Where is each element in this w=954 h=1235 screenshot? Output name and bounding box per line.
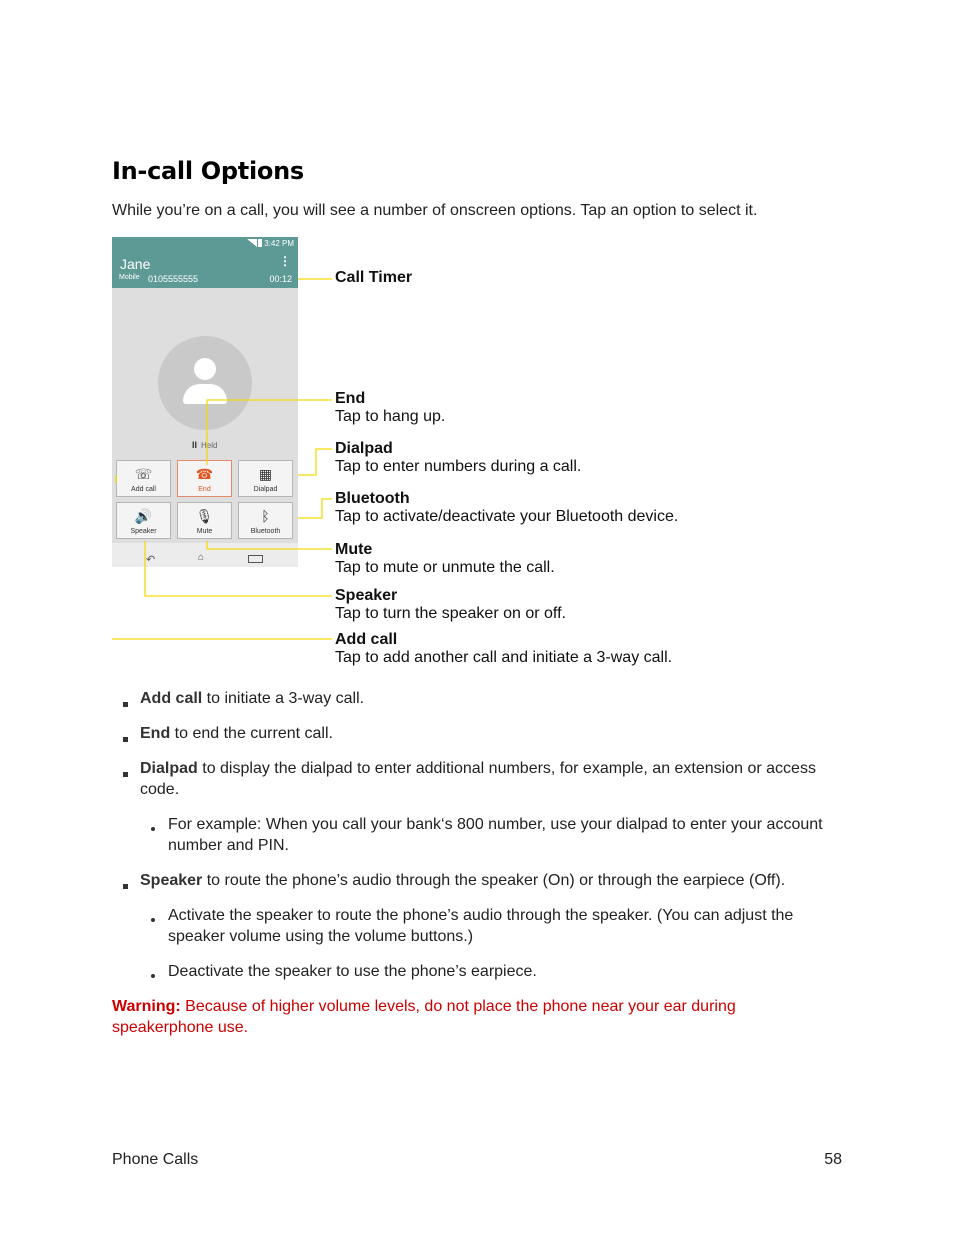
status-time: 3:42 PM	[264, 239, 294, 248]
speaker-label: Speaker	[130, 528, 157, 535]
leader-bluetooth	[298, 499, 332, 518]
sub-item-speaker-activate: Activate the speaker to route the phone’s audio through the speaker. (You can adjust the speaker volume using the volume buttons.)	[168, 907, 794, 945]
term-end: End	[140, 725, 171, 742]
caller-number: 0105555555	[148, 274, 199, 284]
desc-dialpad: to display the dialpad to enter additional numbers, for example, an extension or access code.	[140, 760, 816, 798]
leader-mute	[207, 541, 332, 549]
bluetooth-label: Bluetooth	[250, 528, 281, 535]
bullet-square	[123, 702, 128, 707]
desc-end: to end the current call.	[170, 725, 333, 742]
mute-icon: 🎙	[195, 508, 214, 524]
mute-label: Mute	[196, 528, 213, 535]
callout-mute-title: Mute	[335, 541, 373, 558]
add-call-label: Add call	[131, 486, 156, 493]
list-item-add-call	[140, 688, 840, 709]
term-add-call: Add call	[140, 690, 203, 707]
list-item-end	[140, 723, 840, 744]
hold-label: Held	[201, 441, 218, 450]
call-timer: 00:12	[269, 274, 292, 284]
callout-bluetooth-desc: Tap to activate/deactivate your Bluetooth device.	[335, 508, 679, 525]
bullet-square	[123, 737, 128, 742]
term-dialpad: Dialpad	[140, 760, 198, 777]
warning-note	[112, 996, 792, 1038]
dialpad-label: Dialpad	[253, 486, 278, 493]
bullet-square	[123, 772, 128, 777]
leader-end	[207, 400, 332, 465]
warning-text: Because of higher volume levels, do not place the phone near your ear during speakerphone use.	[112, 998, 736, 1036]
callout-add-call-desc: Tap to add another call and initiate a 3-way call.	[335, 649, 673, 666]
desc-add-call: to initiate a 3-way call.	[202, 690, 365, 707]
callout-end-desc: Tap to hang up.	[335, 408, 446, 425]
sub-item-dialpad-example: For example: When you call your bank‘s 800 number, use your dialpad to enter your account number and PIN.	[168, 816, 823, 854]
caller-name: Jane	[120, 256, 151, 272]
list-item-dialpad	[140, 758, 840, 800]
dialpad-icon: ▦	[258, 466, 273, 482]
leader-dialpad	[298, 449, 332, 475]
back-icon[interactable]: ↶	[146, 554, 156, 566]
footer-section-name: Phone Calls	[112, 1151, 199, 1168]
caller-label: Mobile	[119, 274, 140, 281]
overflow-menu-icon[interactable]: ⋮	[279, 254, 291, 268]
callout-speaker-title: Speaker	[335, 587, 398, 604]
callout-mute-desc: Tap to mute or unmute the call.	[335, 559, 555, 576]
callout-dialpad-desc: Tap to enter numbers during a call.	[335, 458, 582, 475]
term-speaker: Speaker	[140, 872, 203, 889]
bullet-square	[123, 884, 128, 889]
callout-end-title: End	[335, 390, 366, 407]
warning-label: Warning:	[112, 998, 181, 1015]
home-icon[interactable]: ⌂	[198, 552, 205, 563]
sub-item-speaker-deactivate: Deactivate the speaker to use the phone’s earpiece.	[168, 963, 537, 980]
add-call-icon: ☏	[134, 466, 153, 482]
callout-add-call-title: Add call	[335, 631, 398, 648]
end-call-icon: ☎	[195, 466, 214, 482]
list-item-speaker	[140, 870, 840, 891]
pause-icon: II	[192, 440, 198, 450]
in-call-screen-figure	[112, 237, 708, 670]
callout-speaker-desc: Tap to turn the speaker on or off.	[335, 605, 566, 622]
desc-speaker: to route the phone’s audio through the speaker (On) or through the earpiece (Off).	[202, 872, 786, 889]
bullet-dot	[151, 974, 155, 978]
footer-page-number: 58	[824, 1151, 842, 1168]
callout-dialpad-title: Dialpad	[335, 440, 393, 457]
intro-text: While you’re on a call, you will see a number of onscreen options. Tap an option to select it.	[112, 202, 758, 219]
bluetooth-icon: ᛒ	[261, 508, 270, 524]
end-call-label: End	[198, 486, 211, 493]
speaker-icon: 🔊	[134, 508, 153, 524]
bullet-dot	[151, 827, 155, 831]
callout-bluetooth-title: Bluetooth	[335, 490, 410, 507]
page-title: In-call Options	[112, 157, 304, 185]
bullet-dot	[151, 918, 155, 922]
callout-call-timer-title: Call Timer	[335, 269, 413, 286]
